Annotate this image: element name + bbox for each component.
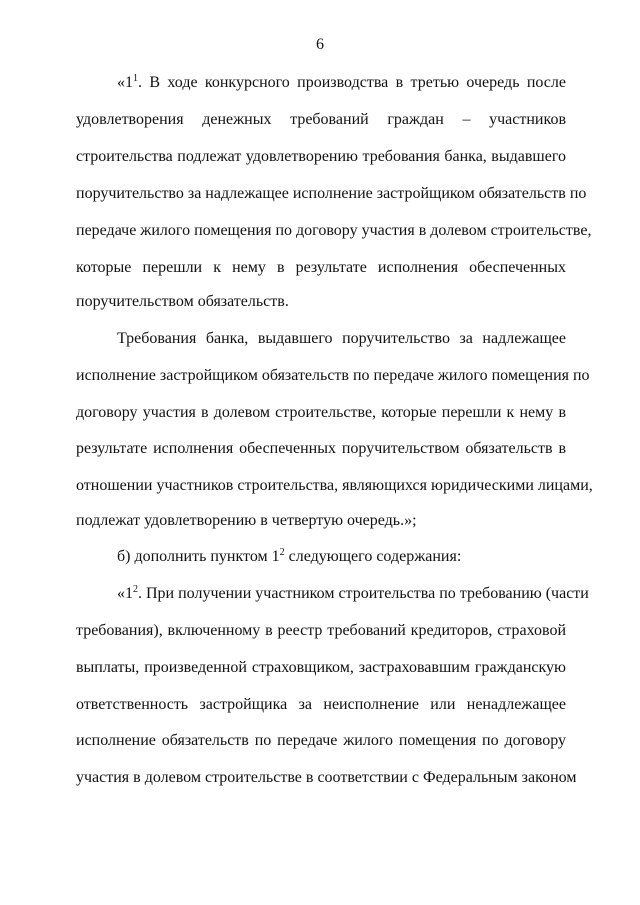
text-line: договору участия в долевом строительстве, которые перешли к нему в <box>76 404 566 421</box>
text-line: поручительство за надлежащее исполнение застройщиком обязательств по <box>76 185 587 202</box>
text-line: «$1^2$. При получении участником строительства по требованию (части <box>117 584 589 602</box>
text-line: отношении участников строительства, являющихся юридическими лицами, <box>76 477 593 494</box>
text-line: исполнение обязательств по передаче жилого помещения по договору <box>76 732 566 749</box>
text-line: строительства подлежат удовлетворению требования банка, выдавшего <box>76 148 566 165</box>
text-line: исполнение застройщиком обязательств по передаче жилого помещения по <box>76 367 590 384</box>
text-line: выплаты, произведенной страховщиком, застраховавшим гражданскую <box>76 659 566 676</box>
text-line: «$1^1$. В ходе конкурсного производства в третью очередь после <box>117 73 566 91</box>
page-number: 6 <box>316 36 324 53</box>
text-line: удовлетворения денежных требований граждан – участников <box>76 111 566 128</box>
text-line: подлежат удовлетворению в четвертую очередь.»; <box>76 512 417 529</box>
text-line: требования), включенному в реестр требований кредиторов, страховой <box>76 622 566 639</box>
text-line: Требования банка, выдавшего поручительство за надлежащее <box>117 330 566 347</box>
text-line: которые перешли к нему в результате исполнения обеспеченных <box>76 259 566 276</box>
text-line: б) дополнить пунктом $1^2$ следующего содержания: <box>117 547 462 565</box>
text-line: поручительством обязательств. <box>76 293 289 310</box>
text-line: участия в долевом строительстве в соответствии с Федеральным законом <box>76 769 577 786</box>
text-line: результате исполнения обеспеченных поручительством обязательств в <box>76 440 566 457</box>
text-line: передаче жилого помещения по договору участия в долевом строительстве, <box>76 222 592 239</box>
text-line: ответственность застройщика за неисполнение или ненадлежащее <box>76 696 566 713</box>
